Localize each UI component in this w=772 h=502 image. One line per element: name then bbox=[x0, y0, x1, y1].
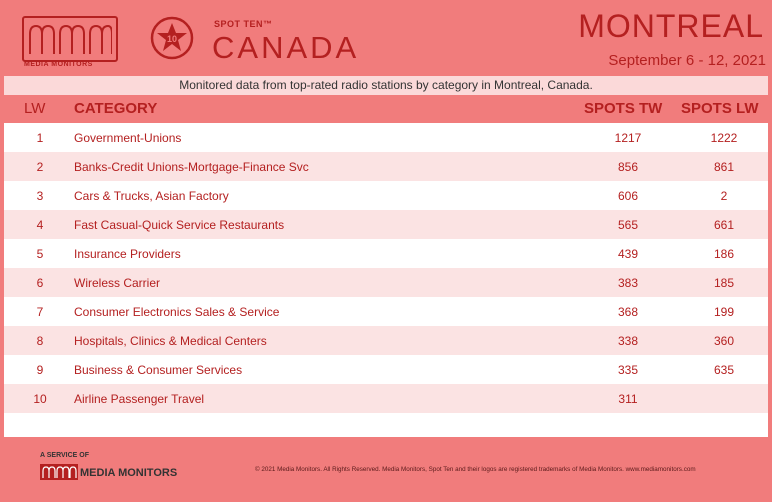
row-rank: 7 bbox=[36, 305, 44, 319]
row-spots-lw: 635 bbox=[713, 363, 735, 377]
date-range: September 6 - 12, 2021 bbox=[608, 52, 766, 69]
row-category: Fast Casual-Quick Service Restaurants bbox=[74, 218, 285, 232]
table-row bbox=[4, 239, 768, 268]
row-rank: 1 bbox=[36, 131, 44, 145]
row-rank: 2 bbox=[36, 160, 44, 174]
row-category: Insurance Providers bbox=[74, 247, 181, 261]
header-spots-lw: SPOTS LW bbox=[681, 100, 759, 117]
row-spots-tw: 856 bbox=[617, 160, 639, 174]
row-spots-lw: 861 bbox=[713, 160, 735, 174]
footer-waveform-icon bbox=[40, 464, 78, 480]
table-row bbox=[4, 123, 768, 152]
row-category: Hospitals, Clinics & Medical Centers bbox=[74, 334, 267, 348]
row-spots-tw: 383 bbox=[617, 276, 639, 290]
row-category: Government-Unions bbox=[74, 131, 182, 145]
row-spots-tw: 439 bbox=[617, 247, 639, 261]
subtitle: Monitored data from top-rated radio stations by category in Montreal, Canada. bbox=[4, 76, 768, 95]
row-rank: 10 bbox=[33, 392, 47, 406]
row-spots-tw: 1217 bbox=[614, 131, 642, 145]
row-spots-lw: 185 bbox=[713, 276, 735, 290]
footer bbox=[0, 437, 772, 502]
header-lw: LW bbox=[24, 100, 46, 117]
row-category: Wireless Carrier bbox=[74, 276, 161, 290]
row-category: Consumer Electronics Sales & Service bbox=[74, 305, 280, 319]
row-spots-lw: 1222 bbox=[710, 131, 738, 145]
media-monitors-logo bbox=[22, 16, 118, 62]
table-row bbox=[4, 152, 768, 181]
row-rank: 4 bbox=[36, 218, 44, 232]
table-header bbox=[4, 95, 768, 123]
row-spots-tw: 338 bbox=[617, 334, 639, 348]
table-row bbox=[4, 181, 768, 210]
service-of-label: A SERVICE OF bbox=[40, 452, 90, 459]
table-row bbox=[4, 297, 768, 326]
row-spots-tw: 335 bbox=[617, 363, 639, 377]
row-category: Cars & Trucks, Asian Factory bbox=[74, 189, 229, 203]
row-spots-lw: 661 bbox=[713, 218, 735, 232]
table-row bbox=[4, 268, 768, 297]
row-spots-lw: 199 bbox=[713, 305, 735, 319]
row-rank: 6 bbox=[36, 276, 44, 290]
row-spots-tw: 368 bbox=[617, 305, 639, 319]
row-rank: 5 bbox=[36, 247, 44, 261]
header-category: CATEGORY bbox=[74, 100, 158, 117]
star-icon bbox=[150, 16, 194, 60]
header-spots-tw: SPOTS TW bbox=[584, 100, 663, 117]
country-title: CANADA bbox=[212, 30, 360, 65]
city-title: MONTREAL bbox=[578, 8, 764, 44]
logo-label: MEDIA MONITORS bbox=[24, 61, 93, 68]
row-rank: 9 bbox=[36, 363, 44, 377]
table-row bbox=[4, 326, 768, 355]
table-body bbox=[4, 123, 768, 437]
spot-ten-badge bbox=[150, 16, 194, 60]
row-spots-tw: 606 bbox=[617, 189, 639, 203]
table-row bbox=[4, 355, 768, 384]
table-row bbox=[4, 384, 768, 413]
row-spots-tw: 565 bbox=[617, 218, 639, 232]
spot-ten-label: SPOT TEN™ bbox=[214, 19, 273, 29]
footer-brand: MEDIA MONITORS bbox=[80, 467, 178, 479]
header bbox=[0, 0, 772, 76]
copyright: © 2021 Media Monitors. All Rights Reserved. Media Monitors, Spot Ten and their logos are registered trademarks of Media Monitors. www.mediamonitors.com bbox=[255, 466, 696, 473]
row-spots-lw: 186 bbox=[713, 247, 735, 261]
row-category: Business & Consumer Services bbox=[74, 363, 243, 377]
row-rank: 3 bbox=[36, 189, 44, 203]
badge-number: 10 bbox=[166, 34, 178, 44]
table-row bbox=[4, 210, 768, 239]
waveform-icon bbox=[28, 22, 112, 56]
row-spots-tw: 311 bbox=[618, 392, 638, 406]
row-category: Banks-Credit Unions-Mortgage-Finance Svc bbox=[74, 160, 309, 174]
row-rank: 8 bbox=[36, 334, 44, 348]
row-category: Airline Passenger Travel bbox=[74, 392, 205, 406]
row-spots-lw: 2 bbox=[720, 189, 728, 203]
row-spots-lw: 360 bbox=[713, 334, 735, 348]
